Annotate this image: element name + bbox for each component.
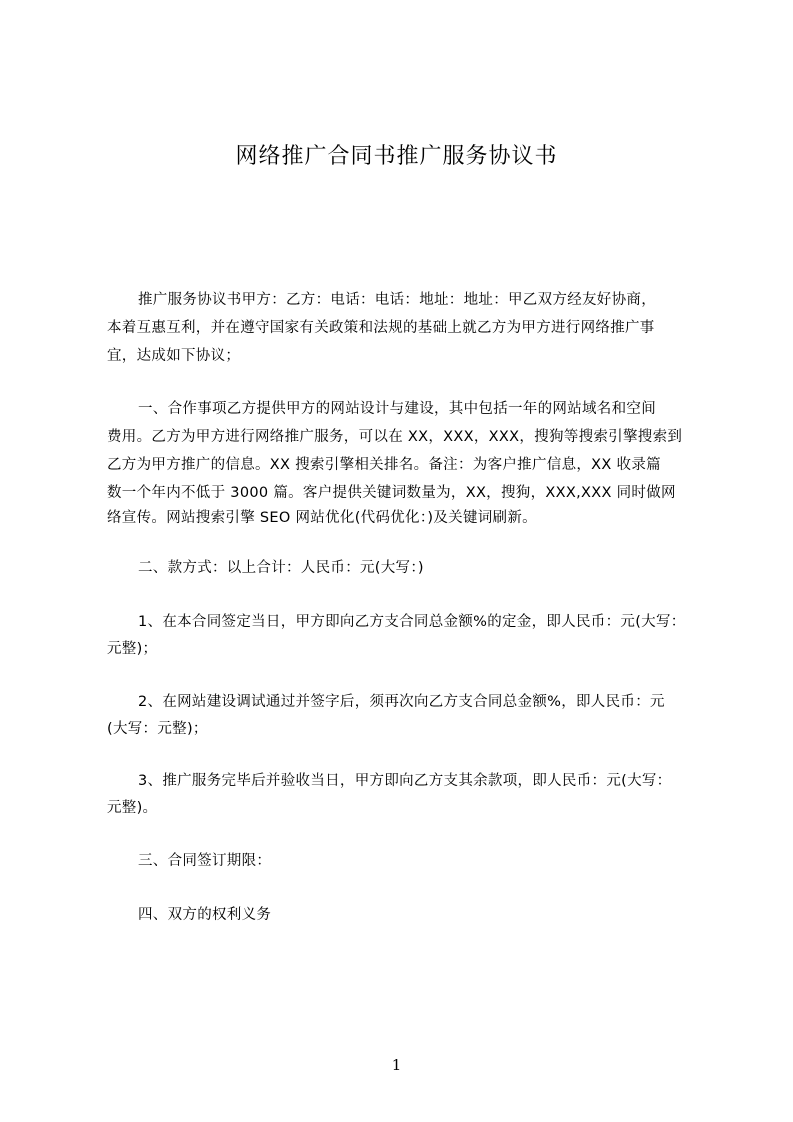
paragraph-5-line-1: 2、在网站建设调试通过并签字后，须再次向乙方支合同总金额%，即人民币：元 xyxy=(138,694,665,710)
paragraph-1-line-3: 宜，达成如下协议； xyxy=(107,348,241,364)
paragraph-2-line-4: 数一个年内不低于 3000 篇。客户提供关键词数量为，XX，搜狗，XXX,XXX 同时做网 xyxy=(107,485,676,501)
paragraph-5-line-2: (大写：元整)； xyxy=(107,721,208,737)
paragraph-2-line-1: 一、合作事项乙方提供甲方的网站设计与建设，其中包括一年的网站域名和空间 xyxy=(138,401,656,417)
paragraph-4-line-1: 1、在本合同签定当日，甲方即向乙方支合同总金额%的定金，即人民币：元(大写： xyxy=(138,614,686,630)
paragraph-6-line-1: 3、推广服务完毕后并验收当日，甲方即向乙方支其余款项，即人民币：元(大写： xyxy=(138,773,672,789)
paragraph-2-line-3: 乙方为甲方推广的信息。XX 搜索引擎相关排名。备注：为客户推广信息，XX 收录篇 xyxy=(107,457,661,473)
paragraph-4-line-2: 元整)； xyxy=(107,641,158,657)
paragraph-1-line-2: 本着互惠互利，并在遵守国家有关政策和法规的基础上就乙方为甲方进行网络推广事 xyxy=(107,320,655,336)
paragraph-6-line-2: 元整)。 xyxy=(107,800,158,816)
page-number: 1 xyxy=(391,1056,402,1074)
document-title: 网络推广合同书推广服务协议书 xyxy=(235,144,558,169)
paragraph-8-line-1: 四、双方的权利义务 xyxy=(138,907,272,923)
paragraph-2-line-2: 费用。乙方为甲方进行网络推广服务，可以在 XX，XXX，XXX，搜狗等搜索引擎搜索到 xyxy=(107,429,683,445)
paragraph-7-line-1: 三、合同签订期限： xyxy=(138,853,272,869)
paragraph-3-line-1: 二、款方式：以上合计：人民币：元(大写：) xyxy=(138,560,424,576)
paragraph-1-line-1: 推广服务协议书甲方：乙方：电话：电话：地址：地址：甲乙双方经友好协商， xyxy=(138,292,656,308)
paragraph-2-line-5: 络宣传。网站搜索引擎 SEO 网站优化(代码优化：)及关键词刷新。 xyxy=(107,510,537,526)
